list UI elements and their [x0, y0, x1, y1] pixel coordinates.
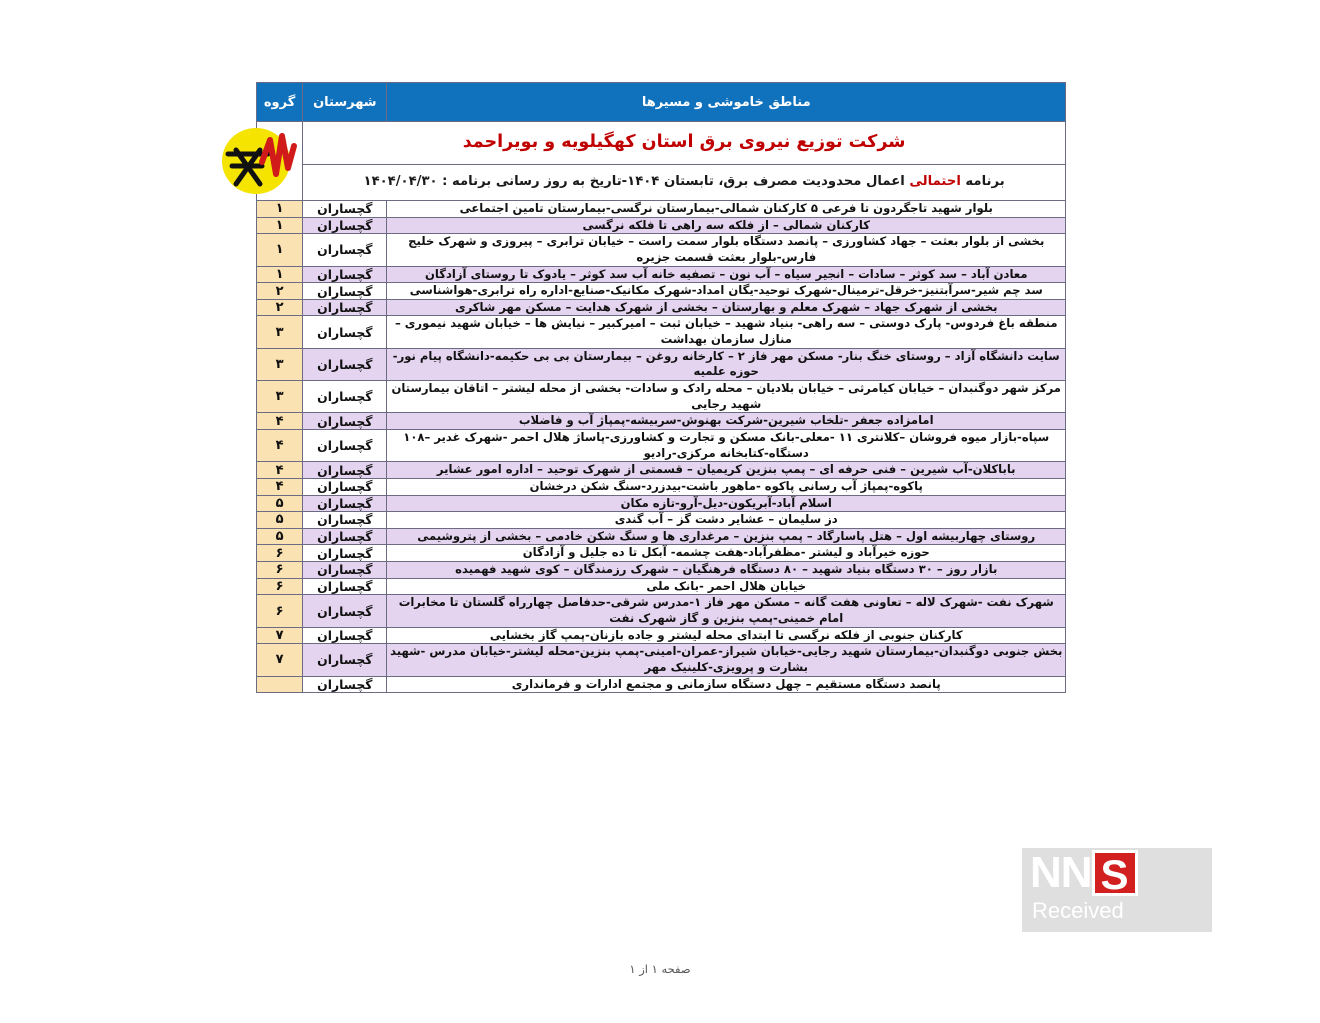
cell-areas: اسلام آباد-آبریکون-دیل-آرو-تازه مکان: [387, 495, 1066, 512]
cell-group: ۳: [257, 381, 303, 413]
cell-areas: دز سلیمان – عشایر دشت گز – آب گندی: [387, 512, 1066, 529]
cell-areas: روستای چهاربیشه اول – هتل پاسارگاد – پمپ بنزین – مرغداری ها و سنگ شکن خادمی – بخشی از پتروشیمی: [387, 528, 1066, 545]
cell-group: ۶: [257, 578, 303, 595]
table-row: [257, 562, 1066, 579]
schedule-subtitle: [303, 175, 1065, 190]
page-title: شرکت توزیع نیروی برق استان کهگیلویه و بویراحمد: [462, 132, 906, 153]
table-row: [257, 348, 1066, 380]
table-row: [257, 595, 1066, 627]
subtitle-suffix: اعمال محدودیت مصرف برق، تابستان ۱۴۰۴-تاریخ به روز رسانی برنامه : ۱۴۰۴/۰۴/۳۰: [363, 174, 910, 190]
cell-city: گچساران: [303, 478, 387, 495]
document-subtitle-cell: [303, 164, 1066, 200]
cell-areas: خیابان هلال احمر -بانک ملی: [387, 578, 1066, 595]
cell-city: گچساران: [303, 429, 387, 461]
cell-areas: کارکنان جنوبی از فلکه نرگسی تا ابتدای محله لیشتر و جاده بازنان-پمپ گاز بخشایی: [387, 627, 1066, 644]
cell-areas: بلوار شهید تاجگردون تا فرعی ۵ کارکنان شمالی-بیمارستان نرگسی-بیمارستان تامین اجتماعی: [387, 201, 1066, 218]
watermark-logo: [1030, 850, 1138, 896]
table-row: [257, 429, 1066, 461]
cell-city: گچساران: [303, 512, 387, 529]
table-header-row: [257, 83, 1066, 122]
cell-areas: حوزه خیرآباد و لیشتر -مظفرآباد-هفت چشمه- آبکل تا ده جلیل و آزادگان: [387, 545, 1066, 562]
cell-areas: کارکنان شمالی – از فلکه سه راهی تا فلکه نرگسی: [387, 217, 1066, 234]
cell-areas: بخشی از شهرک جهاد – شهرک معلم و بهارستان – بخشی از شهرک هدایت – مسکن مهر شاکری: [387, 299, 1066, 316]
cell-city: گچساران: [303, 595, 387, 627]
cell-city: گچساران: [303, 528, 387, 545]
cell-city: گچساران: [303, 644, 387, 676]
table-body: [257, 201, 1066, 693]
outage-schedule-table: [256, 82, 1066, 693]
cell-group: ۲: [257, 283, 303, 300]
cell-areas: پاکوه-پمپاژ آب رسانی پاکوه -ماهور باشت-بیدزرد-سنگ شکن درخشان: [387, 478, 1066, 495]
company-logo-cell: [257, 122, 303, 201]
cell-group: ۱: [257, 266, 303, 283]
cell-city: گچساران: [303, 495, 387, 512]
cell-city: گچساران: [303, 676, 387, 693]
cell-city: گچساران: [303, 545, 387, 562]
cell-city: گچساران: [303, 413, 387, 430]
table-row: [257, 316, 1066, 348]
electricity-pylon-logo-icon: [210, 122, 302, 200]
table-row: [257, 283, 1066, 300]
cell-areas: مرکز شهر دوگنبدان – خیابان کیامرثی – خیابان بلادیان – محله رادک و سادات- بخشی از محله لیشتر – اتاقان بیمارستان شهید رجایی: [387, 381, 1066, 413]
cell-city: گچساران: [303, 201, 387, 218]
cell-group: ۷: [257, 644, 303, 676]
column-header-areas: مناطق خاموشی و مسیرها: [387, 83, 1066, 122]
cell-group: ۵: [257, 495, 303, 512]
table-row: [257, 528, 1066, 545]
watermark-letter-s: S: [1092, 850, 1138, 896]
table-row: [257, 266, 1066, 283]
cell-city: گچساران: [303, 266, 387, 283]
cell-group: ۳: [257, 348, 303, 380]
cell-city: گچساران: [303, 234, 387, 266]
cell-group: ۱: [257, 217, 303, 234]
cell-city: گچساران: [303, 283, 387, 300]
table-row: [257, 299, 1066, 316]
table-row: [257, 381, 1066, 413]
cell-city: گچساران: [303, 299, 387, 316]
table-row: [257, 676, 1066, 693]
cell-group: ۳: [257, 316, 303, 348]
table-row: [257, 627, 1066, 644]
table-row: [257, 234, 1066, 266]
table-row: [257, 495, 1066, 512]
cell-group: ۶: [257, 545, 303, 562]
cell-city: گچساران: [303, 381, 387, 413]
cell-group: ۶: [257, 595, 303, 627]
column-header-city: شهرستان: [303, 83, 387, 122]
table-row: [257, 512, 1066, 529]
document-title-cell: [303, 122, 1066, 165]
table-header: [257, 83, 1066, 122]
document-subtitle-row: [257, 164, 1066, 200]
cell-group: ۱: [257, 234, 303, 266]
cell-areas: معادن آباد – سد کوثر – سادات – انجیر سیاه – آب نون – تصفیه خانه آب سد کوثر – یادوک تا روستای آزادگان: [387, 266, 1066, 283]
document-title-row: [257, 122, 1066, 165]
cell-city: گچساران: [303, 562, 387, 579]
cell-areas: بخش جنوبی دوگنبدان-بیمارستان شهید رجایی-خیابان شیراز-عمران-امینی-پمپ بنزین-محله لیشتر-خیابان مدرس -شهید بشارت و پرویزی-کلینیک مهر: [387, 644, 1066, 676]
cell-city: گچساران: [303, 627, 387, 644]
cell-areas: سایت دانشگاه آزاد – روستای خنگ بنار- مسکن مهر فاز ۲ – کارخانه روغن – بیمارستان بی بی حکیمه-دانشگاه پیام نور-حوزه علمیه: [387, 348, 1066, 380]
cell-city: گچساران: [303, 348, 387, 380]
table-row: [257, 217, 1066, 234]
cell-areas: بازار روز – ۳۰ دستگاه بنیاد شهید – ۸۰ دستگاه فرهنگیان – شهرک رزمندگان – کوی شهید فهمیده: [387, 562, 1066, 579]
cell-areas: شهرک نفت -شهرک لاله – تعاونی هفت گانه – مسکن مهر فاز ۱-مدرس شرقی-حدفاصل چهارراه گلستان تا مخابرات امام خمینی-پمپ بنزین و گاز شهرک نفت: [387, 595, 1066, 627]
cell-group: ۴: [257, 429, 303, 461]
cell-areas: پانصد دستگاه مستقیم – چهل دستگاه سازمانی و مجتمع ادارات و فرمانداری: [387, 676, 1066, 693]
cell-areas: باباکلان-آب شیرین – فنی حرفه ای – پمپ بنزین کریمیان – قسمتی از شهرک توحید – اداره امور عشایر: [387, 462, 1066, 479]
cell-group: [257, 676, 303, 693]
cell-city: گچساران: [303, 462, 387, 479]
cell-group: ۴: [257, 413, 303, 430]
table-row: [257, 478, 1066, 495]
table-row: [257, 201, 1066, 218]
table-row: [257, 644, 1066, 676]
cell-group: ۵: [257, 512, 303, 529]
subtitle-highlight: احتمالی: [909, 174, 961, 190]
column-header-group: گروه: [257, 83, 303, 122]
cell-group: ۴: [257, 462, 303, 479]
cell-group: ۱: [257, 201, 303, 218]
cell-city: گچساران: [303, 217, 387, 234]
cell-areas: سد چم شیر-سرآبتنیز-خرقل-ترمینال-شهرک توحید-یگان امداد-شهرک مکانیک-صنایع-اداره راه ترابری-هواشناسی: [387, 283, 1066, 300]
cell-group: ۴: [257, 478, 303, 495]
cell-group: ۵: [257, 528, 303, 545]
cell-city: گچساران: [303, 578, 387, 595]
outage-schedule-sheet: [256, 82, 1066, 693]
table-row: [257, 578, 1066, 595]
cell-city: گچساران: [303, 316, 387, 348]
cell-areas: سپاه-بازار میوه فروشان –کلانتری ۱۱ -معلی-بانک مسکن و تجارت و کشاورزی-پاساژ هلال احمر -شهرک غدیر –۱۰۸ دستگاه-کتابخانه مرکزی-رادیو: [387, 429, 1066, 461]
table-row: [257, 413, 1066, 430]
cell-areas: منطقه باغ فردوس- پارک دوستی – سه راهی- بنیاد شهید – خیابان ثبت – امیرکبیر – نیایش ها – خیابان شهید نیموری – منازل سازمان بهداشت: [387, 316, 1066, 348]
watermark-letters-nn: NN: [1030, 848, 1092, 897]
cell-areas: امامزاده جعفر -تلخاب شیرین-شرکت بهنوش-سربیشه-پمپاژ آب و فاضلاب: [387, 413, 1066, 430]
cell-group: ۶: [257, 562, 303, 579]
snn-watermark: [1022, 848, 1212, 932]
cell-areas: بخشی از بلوار بعثت – جهاد کشاورزی – پانصد دستگاه بلوار سمت راست – خیابان ترابری – پیروزی و شهرک خلیج فارس-بلوار بعثت قسمت جزیره: [387, 234, 1066, 266]
table-row: [257, 462, 1066, 479]
watermark-status: Received: [1032, 898, 1124, 923]
table-row: [257, 545, 1066, 562]
subtitle-prefix: برنامه: [960, 174, 1005, 190]
cell-group: ۲: [257, 299, 303, 316]
page-footer: صفحه ۱ از ۱: [629, 962, 691, 976]
cell-group: ۷: [257, 627, 303, 644]
